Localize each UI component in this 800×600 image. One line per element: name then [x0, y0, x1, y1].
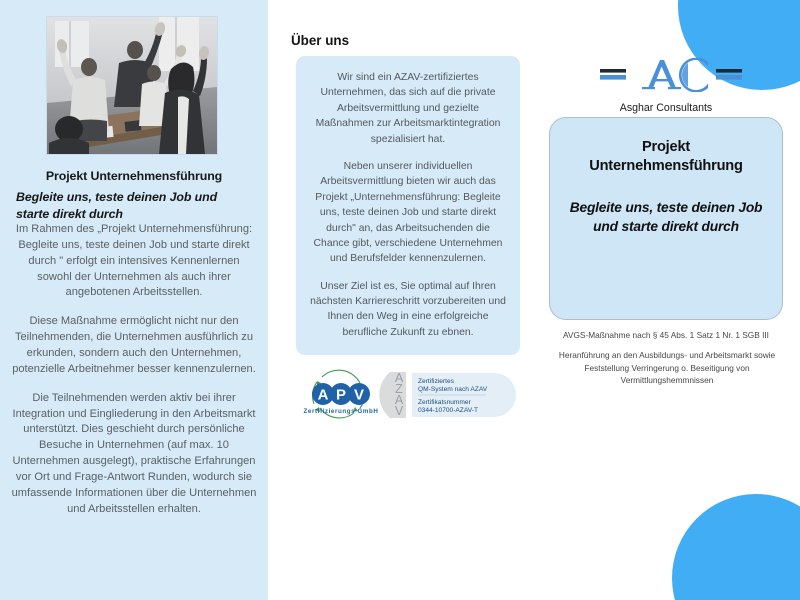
- legal-reference-line: AVGS-Maßnahme nach § 45 Abs. 1 Satz 1 Nr. 1 SGB III: [563, 330, 769, 340]
- svg-text:A: A: [394, 393, 404, 407]
- svg-text:Zertifikatsnummer: Zertifikatsnummer: [418, 399, 471, 406]
- svg-text:P: P: [335, 386, 347, 404]
- measure-description: Heranführung an den Ausbildungs- und Arbeitsmarkt sowie Feststellung Verringerung o. Beseitigung von Vermittlungshemmnissen: [558, 350, 776, 386]
- about-paragraph-3: Unser Ziel ist es, Sie optimal auf Ihren nächsten Karriereschritt vorzubereiten und Ihnen den Weg in eine erfolgreiche berufliche Zukunft zu ebnen.: [310, 280, 506, 338]
- about-us-heading: Über uns: [291, 33, 350, 48]
- left-title-block: [16, 168, 252, 223]
- project-highlight-title: Projekt Unternehmensführung: [589, 139, 743, 175]
- project-highlight-subtitle: Begleite uns, teste deinen Job und starte direkt durch: [569, 199, 763, 234]
- hero-photo: [46, 16, 218, 155]
- about-us-box: [296, 56, 520, 355]
- asghar-consultants-logo: [596, 58, 746, 92]
- svg-text:QM-System nach AZAV: QM-System nach AZAV: [418, 386, 488, 393]
- svg-text:Z: Z: [395, 382, 403, 396]
- svg-text:A: A: [317, 386, 329, 404]
- project-highlight-box: [549, 117, 783, 320]
- right-column: [540, 0, 800, 600]
- company-name: Asghar Consultants: [619, 102, 713, 114]
- about-paragraph-1: Wir sind ein AZAV-zertifiziertes Unternehmen, das sich auf die private Arbeitsvermittlung und gezielte Maßnahmen zur Arbeitsmarktintegration spezialisiert hat.: [315, 72, 501, 145]
- ac-monogram-icon: [596, 58, 746, 92]
- svg-text:A: A: [394, 371, 404, 385]
- apv-azav-logo: [298, 366, 516, 424]
- middle-column: [288, 0, 524, 600]
- hero-photo-illustration: [47, 17, 217, 154]
- left-body-text: [10, 222, 258, 518]
- left-project-subtitle: Begleite uns, teste deinen Job und starte direkt durch: [16, 189, 218, 222]
- left-project-title: Projekt Unternehmensführung: [45, 169, 223, 183]
- svg-text:Zertifizierungs GmbH: Zertifizierungs GmbH: [303, 408, 379, 415]
- about-paragraph-2: Neben unserer individuellen Arbeitsvermittlung bieten wir auch das Projekt „Unternehmensführung: Begleite uns, teste deinen Job und starte direkt durch" an, das Arbeitsuchenden die Chance gibt, verschiedene Unternehmen und Berufsfelder kennenzulernen.: [313, 160, 503, 265]
- svg-text:Zertifiziertes: Zertifiziertes: [418, 378, 454, 385]
- left-paragraph-3: Die Teilnehmenden werden aktiv bei ihrer Integration und Eingliederung in den Arbeitsmarkt unterstützt. Dies geschieht durch persönliche Besuche in Unternehmen (auf max. 10 Unternehmen ausgelegt), praktische Erfahrungen vor Ort und Frage-Antwort Runden, wodurch sie umfassende Informationen über die Unternehmen und Arbeitsstellen erhalten.: [11, 391, 257, 515]
- left-paragraph-2: Diese Maßnahme ermöglicht nicht nur den Teilnehmenden, die Unternehmen ausführlich zu erkunden, sondern auch den Unternehmen, potenzielle Arbeitnehmer besser kennenzulernen.: [12, 315, 256, 375]
- svg-text:0344-10700-AZAV-T: 0344-10700-AZAV-T: [418, 407, 478, 414]
- left-paragraph-1: Im Rahmen des „Projekt Unternehmensführung: Begleite uns, teste deinen Job und starte direkt durch " erfolgt ein intensives Kennenlernen sowohl der Unternehmen als auch ihrer angebotenen Arbeitsstellen.: [15, 223, 253, 299]
- svg-text:V: V: [353, 386, 365, 404]
- azav-certification-badge: [298, 366, 516, 424]
- svg-text:V: V: [394, 404, 404, 418]
- left-panel: [0, 0, 268, 600]
